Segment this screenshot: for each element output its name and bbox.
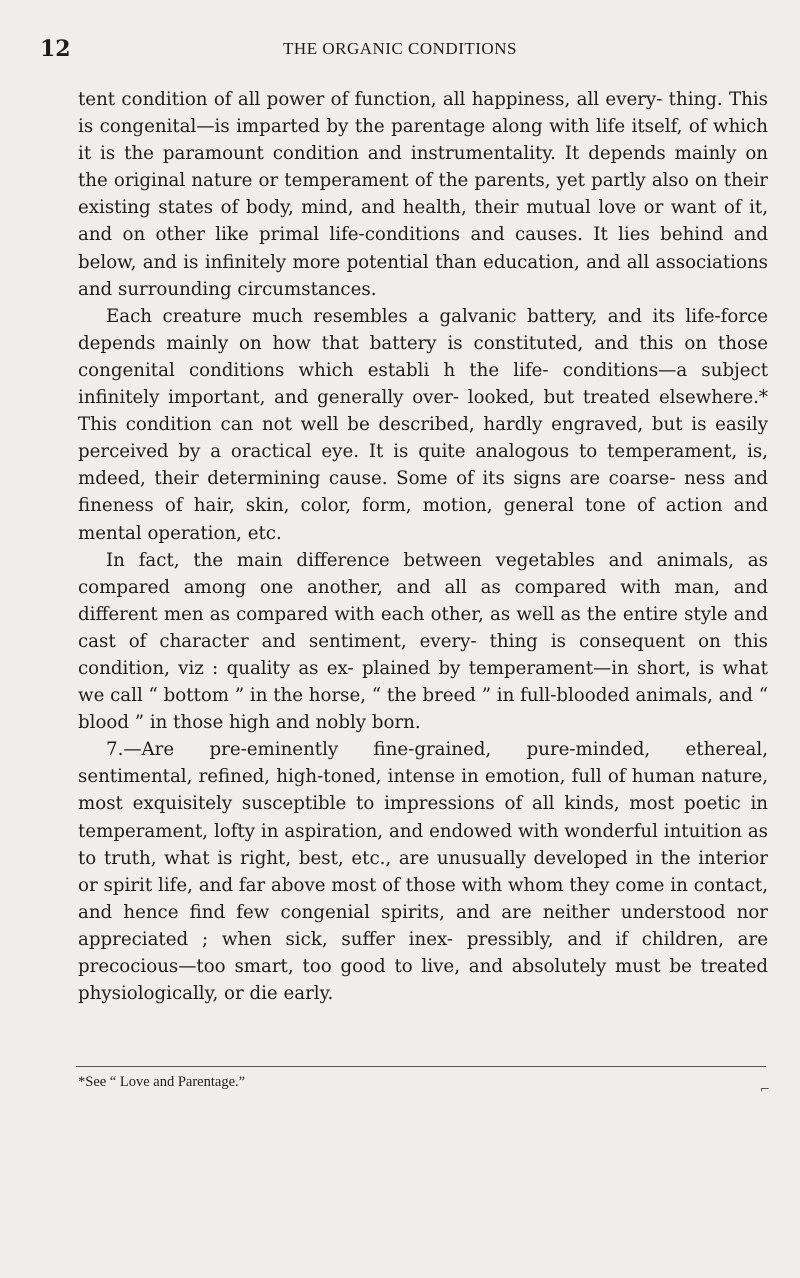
running-head [40,36,760,62]
page-number: 12 [40,36,71,62]
header-title: THE ORGANIC CONDITIONS [283,39,517,58]
corner-mark: ⌐ [760,1082,771,1096]
paragraph: tent condition of all power of function, all happiness, all every- thing. This is congenital—is imparted by the parentage along with life itself, of which it is the paramount condition and instrumentality. It depends mainly on the original nature or temperament of the parents, yet partly also on their existing states of body, mind, and health, their mutual love or want of it, and on other like primal life-conditions and causes. It lies behind and below, and is infinitely more potential than education, and all associations and surrounding circumstances. [78,89,768,300]
footnote-rule [76,1066,766,1067]
footnote: *See “ Love and Parentage.” [78,1074,246,1090]
body-text [78,86,768,1007]
paragraph: 7.—Are pre-eminently fine-grained, pure-minded, ethereal, sentimental, refined, high-toned, intense in emotion, full of human nature, most exquisitely susceptible to impressions of all kinds, most poetic in temperament, lofty in aspiration, and endowed with wonderful intuition as to truth, what is right, best, etc., are unusually developed in the interior or spirit life, and far above most of those with whom they come in contact, and hence find few congenial spirits, and are neither understood nor appreciated ; when sick, suffer inex- pressibly, and if children, are precocious—too smart, too good to live, and absolutely must be treated physiologically, or die early. [78,739,768,1005]
paragraph: In fact, the main difference between vegetables and animals, as compared among one another, and all as compared with man, and different men as compared with each other, as well as the entire style and cast of character and sentiment, every- thing is consequent on this condition, viz : quality as ex- plained by temperament—in short, is what we call “ bottom ” in the horse, “ the breed ” in full-blooded animals, and “ blood ” in those high and nobly born. [78,549,768,734]
paragraph: Each creature much resembles a galvanic battery, and its life-force depends mainly on how that battery is constituted, and this on those congenital conditions which establi h the life- conditions—a subject infinitely important, and generally over- looked, but treated elsewhere.* This condition can not well be described, hardly engraved, but is easily perceived by a oractical eye. It is quite analogous to temperament, is, mdeed, their determining cause. Some of its signs are coarse- ness and fineness of hair, skin, color, form, motion, general tone of action and mental operation, etc. [78,305,768,544]
